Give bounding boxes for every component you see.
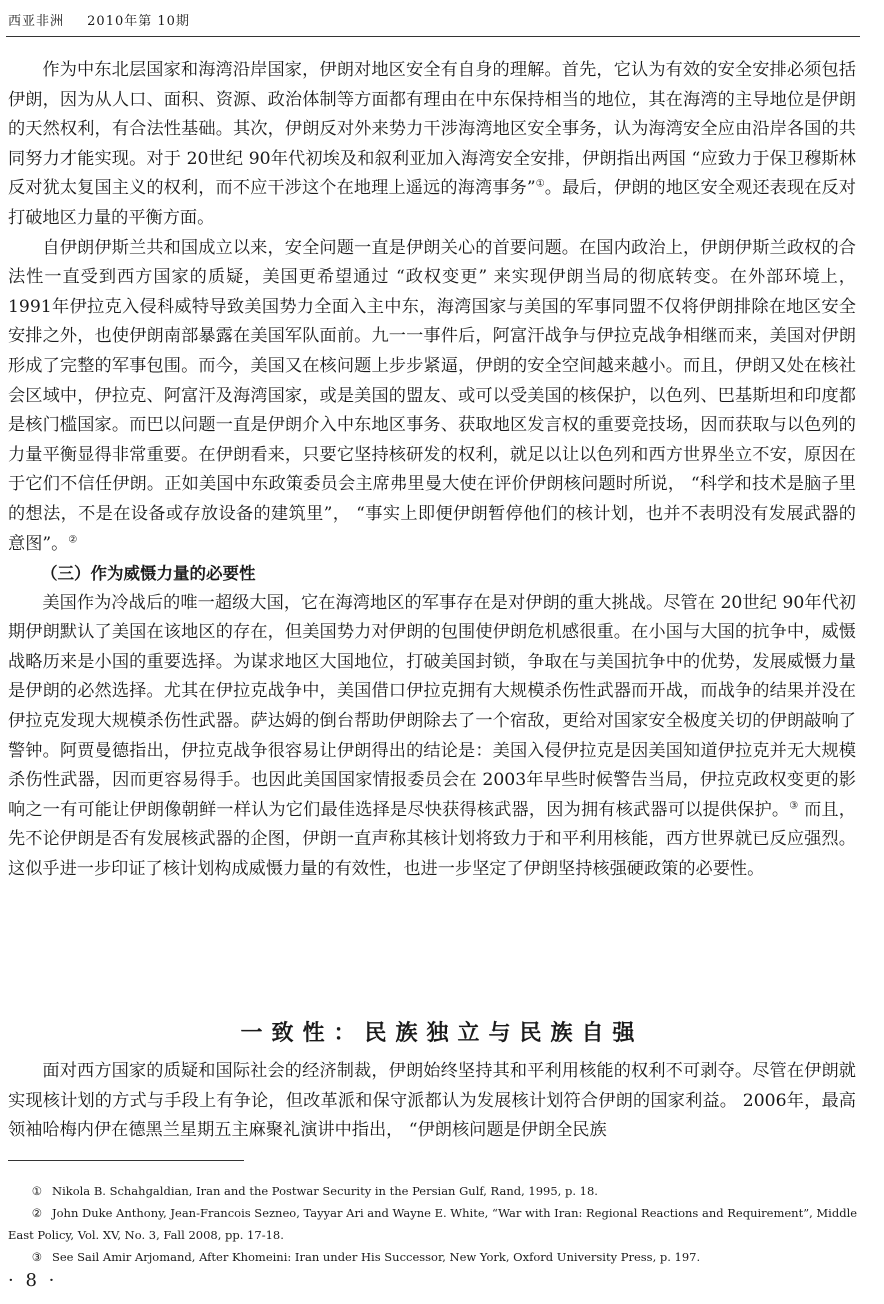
footnotes <box>8 1180 860 1268</box>
header-rule <box>6 36 860 37</box>
footnote-1 <box>8 1180 860 1202</box>
main-text-continued <box>8 1057 856 1146</box>
paragraph-deterrence <box>8 589 856 885</box>
page-number: · 8 · <box>8 1270 58 1291</box>
footnote-3 <box>8 1246 860 1268</box>
paragraph-text: 美国作为冷战后的唯一超级大国，它在海湾地区的军事存在是对伊朗的重大挑战。尽管在 20世纪 90年代初期伊朗默认了美国在该地区的存在，但美国势力对伊朗的包围使伊朗危机感很重。在小国与大国的抗争中，威慑战略历来是小国的重要选择。为谋求地区大国地位，打破美国封锁，争取在与美国抗争中的优势，发展威慑力量是伊朗的必然选择。尤其在伊拉克战争中，美国借口伊拉克拥有大规模杀伤性武器而开战，而战争的结果并没在伊拉克发现大规模杀伤性武器。萨达姆的倒台帮助伊朗除去了一个宿敌，更给对国家安全极度关切的伊朗敲响了警钟。阿贾曼德指出，伊拉克战争很容易让伊朗得出的结论是：美国入侵伊拉克是因美国知道伊拉克并无大规模杀伤性武器，因而更容易得手。也因此美国国家情报委员会在 2003年早些时候警告当局，伊拉克政权变更的影响之一有可能让伊朗像朝鲜一样认为它们最佳选择是尽快获得核武器，因为拥有核武器可以提供保护。 <box>8 592 856 820</box>
paragraph-text: 作为中东北层国家和海湾沿岸国家，伊朗对地区安全有自身的理解。首先，它认为有效的安全安排必须包括伊朗，因为从人口、面积、资源、政治体制等方面都有理由在中东保持相当的地位，其在海湾的主导地位是伊朗的天然权利，有合法性基础。其次，伊朗反对外来势力干涉海湾地区安全事务，认为海湾安全应由沿岸各国的共同努力才能实现。对于 20世纪 90年代初埃及和叙利亚加入海湾安全安排，伊朗指出两国 “应致力于保卫穆斯林反对犹太复国主义的权利，而不应干涉这个在地理上遥远的海湾事务” <box>8 60 856 199</box>
main-text <box>8 56 856 885</box>
paragraph-text: 而且，先不论伊朗是否有发展核武器的企图，伊朗一直声称其核计划将致力于和平利用核能，西方世界就已反应强烈。这似乎进一步印证了核计划构成威慑力量的有效性，也进一步坚定了伊朗坚持核强硬政策的必要性。 <box>8 799 856 880</box>
footnote-text: John Duke Anthony, Jean-Francois Sezneo, Tayyar Ari and Wayne E. White, “War with Iran: Regional Reactions and Requirement”, Middle East Policy, Vol. XV, No. 3, Fall 2008, pp. 17-18. <box>8 1206 858 1242</box>
footnote-text: See Sail Amir Arjomand, After Khomeini: Iran under His Successor, New York, Oxford University Press, p. 197. <box>52 1250 701 1264</box>
footnote-marker: ③ <box>31 1250 42 1264</box>
footnote-ref-2: ② <box>68 533 78 545</box>
subsection-heading: （三）作为威慑力量的必要性 <box>41 564 256 584</box>
footnote-2 <box>8 1202 860 1246</box>
paragraph-security-concern <box>8 234 856 560</box>
paragraph-consensus: 面对西方国家的质疑和国际社会的经济制裁，伊朗始终坚持其和平利用核能的权利不可剥夺。尽管在伊朗就实现核计划的方式与手段上有争论，但改革派和保守派都认为发展核计划符合伊朗的国家利益。 2006年，最高领袖哈梅内伊在德黑兰星期五主麻聚礼演讲中指出， “伊朗核问题是伊朗全民族 <box>8 1061 856 1141</box>
journal-name: 西亚非洲 <box>8 14 65 29</box>
footnote-rule <box>8 1160 244 1161</box>
footnote-marker: ② <box>31 1206 42 1220</box>
footnote-text: Nikola B. Schahgaldian, Iran and the Postwar Security in the Persian Gulf, Rand, 1995, p. 18. <box>52 1184 598 1198</box>
paragraph-text: 自伊朗伊斯兰共和国成立以来，安全问题一直是伊朗关心的首要问题。在国内政治上，伊朗伊斯兰政权的合法性一直受到西方国家的质疑，美国更希望通过 “政权变更” 来实现伊朗当局的彻底转变。在外部环境上， 1991年伊拉克入侵科威特导致美国势力全面入主中东，海湾国家与美国的军事同盟不仅将伊朗排除在地区安全安排之外，也使伊朗南部暴露在美国军队面前。九一一事件后，阿富汗战争与伊拉克战争相继而来，美国对伊朗形成了完整的军事包围。而今，美国又在核问题上步步紧逼，伊朗的安全空间越来越小。而且，伊朗又处在核社会区域中，伊拉克、阿富汗及海湾国家，或是美国的盟友、或可以受美国的核保护，以色列、巴基斯坦和印度都是核门槛国家。而巴以问题一直是伊朗介入中东地区事务、获取地区发言权的重要竞技场，因而获取与以色列的力量平衡显得非常重要。在伊朗看来，只要它坚持核研发的权利，就足以让以色列和西方世界坐立不安，原因在于它们不信任伊朗。正如美国中东政策委员会主席弗里曼大使在评价伊朗核问题时所说， “科学和技术是脑子里的想法，不是在设备或存放设备的建筑里”， “事实上即便伊朗暂停他们的核计划，也并不表明没有发展武器的意图”。 <box>8 237 856 554</box>
paragraph-regional-security <box>8 56 856 234</box>
paragraph-text: 。最后，伊朗的地区安全观还表现在反对打破地区力量的平衡方面。 <box>8 178 856 228</box>
issue-info: 2010年第 10期 <box>87 14 190 29</box>
footnote-ref-1: ① <box>535 178 545 190</box>
running-head <box>8 10 190 29</box>
section-heading: 一致性：民族独立与民族自强 <box>240 1020 644 1047</box>
footnote-marker: ① <box>31 1184 42 1198</box>
footnote-ref-3: ③ <box>789 800 799 812</box>
